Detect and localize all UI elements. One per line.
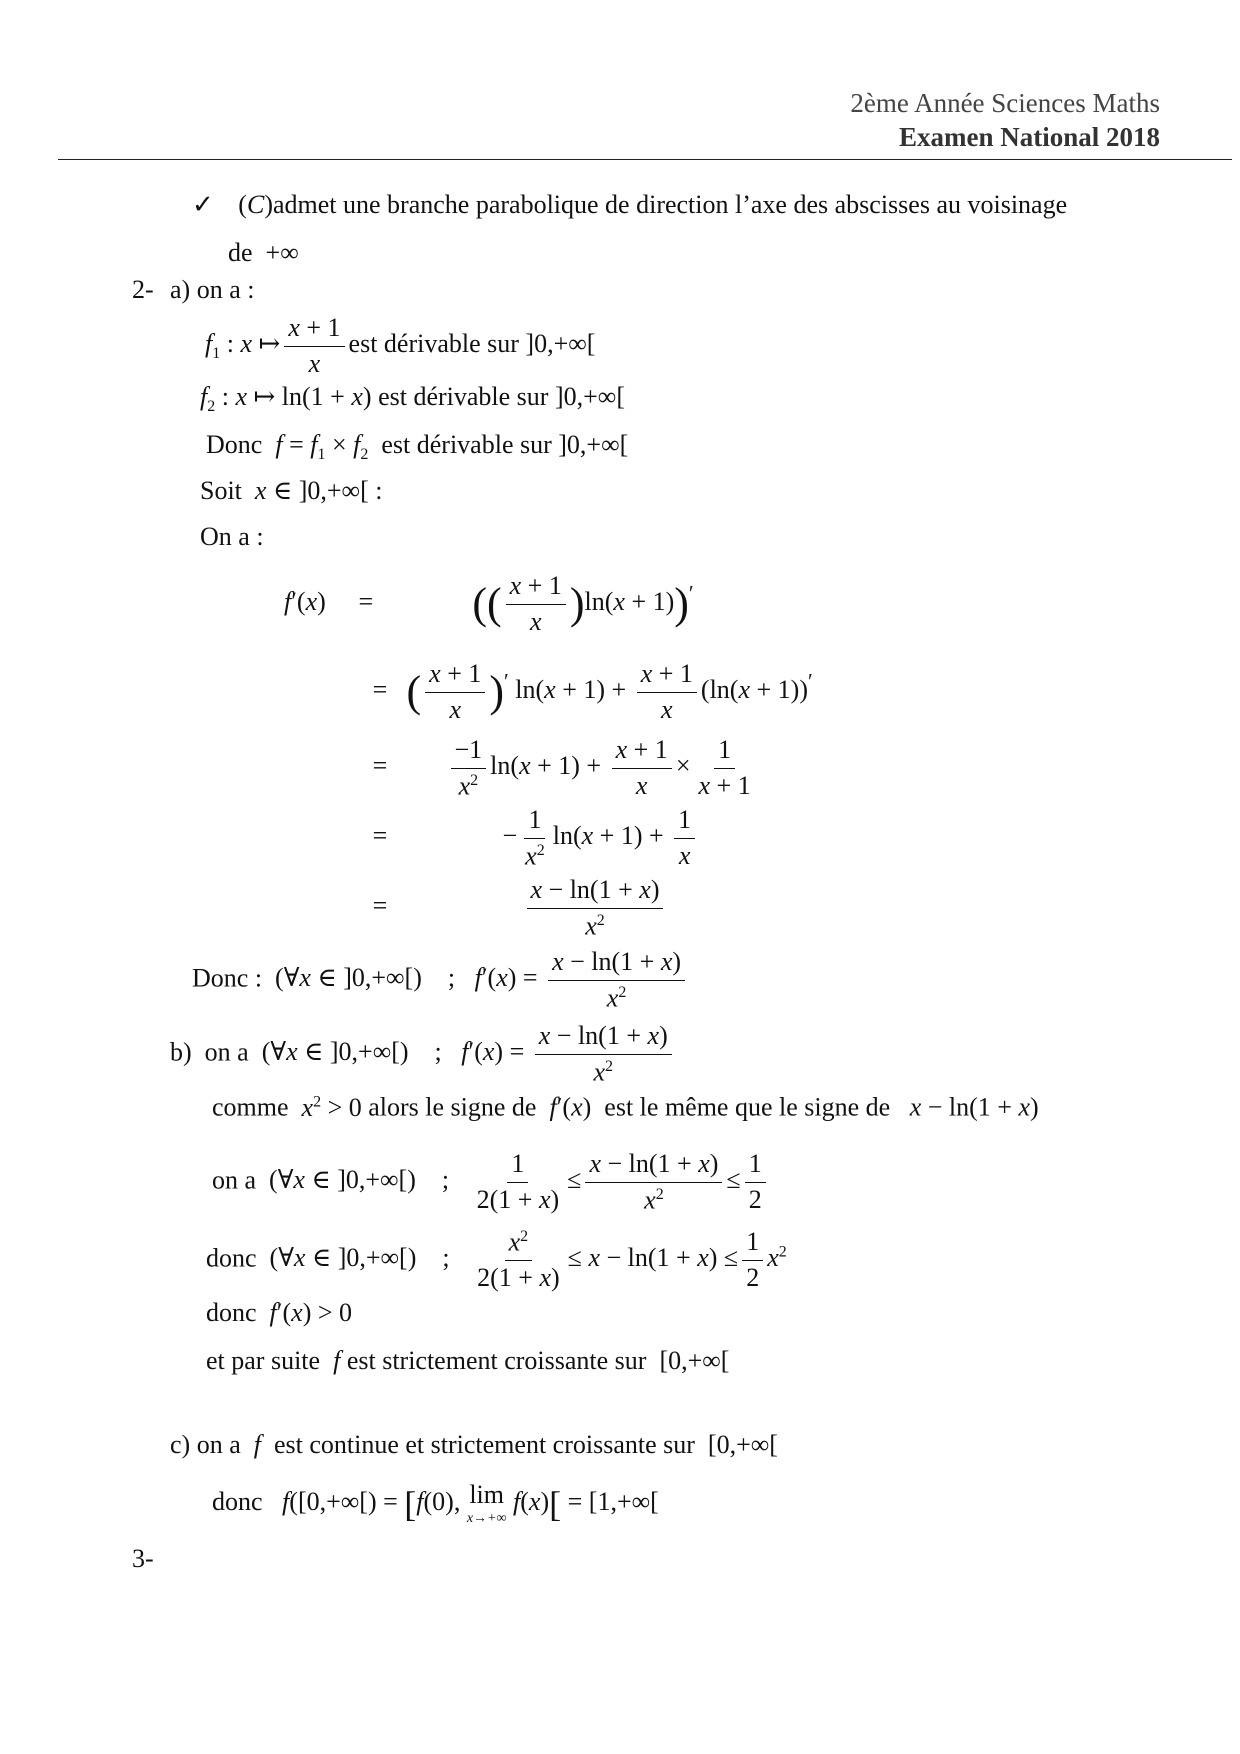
- deriv-step-5: = $\frac{x - \ln(1 + x)}{x^2}$: [360, 876, 667, 941]
- q2-number: 2-: [132, 275, 154, 304]
- on-a-line: On a :: [200, 522, 264, 551]
- deriv-step-4: = − $\frac{1}{x^2}$ ln(x + 1) + $\frac{1}{x}$: [360, 806, 699, 871]
- deriv-step-2: = ( $\frac{x + 1}{x}$ )′ ln(x + 1) + $\frac{x + 1}{x}$ (ln(x + 1))′: [372, 659, 813, 724]
- ineq-line-1: on a (∀x ∈ ]0,+∞[) ; $\frac{1}{2(1 + x)}$ ≤ $\frac{x - \ln(1 + x)}{x^2}$ ≤ $\frac{1}{2}$: [212, 1150, 770, 1215]
- check-line-cont: de +∞: [228, 238, 299, 267]
- checkmark-icon: ✓: [192, 190, 214, 219]
- q2a-intro: a) on a :: [170, 275, 255, 304]
- deriv-step-3: = $\frac{-1}{x^2}$ ln(x + 1) + $\frac{x + 1}{x}$ × $\frac{1}{x + 1}$: [372, 735, 751, 801]
- header-rule: [58, 159, 1232, 160]
- deriv-conclusion: Donc : (∀x ∈ ]0,+∞[) ; f′(x) = $\frac{x - \ln(1 + x)}{x^2}$: [192, 948, 689, 1013]
- image-line: donc f([0,+∞[) = [f(0), lim x→+∞ f(x)[ = [1,+∞[: [212, 1480, 659, 1526]
- q2b-line: b) on a (∀x ∈ ]0,+∞[) ; f′(x) = $\frac{x - \ln(1 + x)}{x^2}$: [170, 1022, 676, 1087]
- q2c-line: c) on a f est continue et strictement croissante sur [0,+∞[: [170, 1430, 778, 1459]
- f2-line: $f_2$ : x ↦ ln(1 + x) est dérivable sur ]0,+∞[: [200, 382, 625, 416]
- header-subtitle: 2ème Année Sciences Maths: [850, 88, 1160, 118]
- check-line: ✓ (C)admet une branche parabolique de direction l’axe des abscisses au voisinage: [192, 190, 1068, 219]
- deriv-step-1: f′(x) = (( $\frac{x + 1}{x}$ )ln(x + 1))′: [284, 571, 694, 636]
- q3-number: 3-: [132, 1544, 154, 1573]
- f-product-line: Donc $f = f_1 \times f_2$ est dérivable sur ]0,+∞[: [206, 430, 629, 464]
- header-title: Examen National 2018: [898, 122, 1160, 152]
- ineq-line-2: donc (∀x ∈ ]0,+∞[) ; $\frac{x^2}{2(1 + x)}$ ≤ x − ln(1 + x) ≤ $\frac{1}{2}$ $x^2$: [206, 1227, 787, 1293]
- positive-deriv-line: donc f′(x) > 0: [206, 1298, 353, 1327]
- f1-line: $f_1$ : x ↦ $\frac{x + 1}{x}$ est dérivable sur ]0,+∞[: [205, 313, 596, 378]
- croissante-line: et par suite f est strictement croissante sur [0,+∞[: [206, 1346, 730, 1375]
- comme-line: comme $x^2 > 0$ alors le signe de f′(x) est le même que le signe de x − ln(1 + x): [212, 1092, 1039, 1122]
- soit-line: Soit x ∈ ]0,+∞[ :: [200, 476, 383, 505]
